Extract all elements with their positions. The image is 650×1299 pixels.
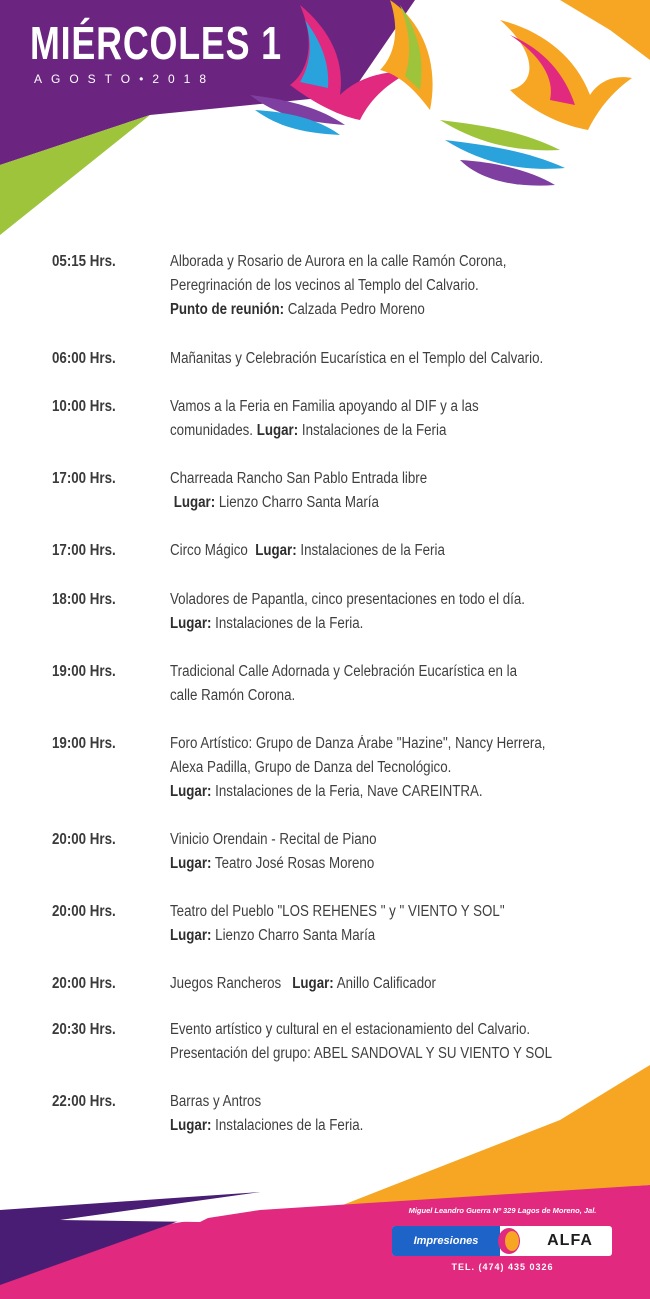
event-description-line [170, 419, 617, 443]
event-description-line [170, 395, 617, 419]
event-text: Instalaciones de la Feria, Nave CAREINTRA. [211, 783, 483, 800]
sponsor-logo-left: Impresiones [392, 1226, 500, 1256]
event-description-line [170, 298, 617, 322]
event-description-line [170, 732, 617, 756]
event-description-line [170, 274, 617, 298]
event-time: 05:15 Hrs. [52, 253, 116, 270]
event-description-line [170, 347, 617, 371]
event-description-line [170, 539, 617, 563]
event-description-line [170, 588, 617, 612]
date-subtitle: AGOSTO•2018 [34, 72, 216, 86]
event-label: Lugar: [256, 422, 299, 439]
event-text: Alexa Padilla, Grupo de Danza del Tecnológico. [170, 759, 452, 776]
event-description [170, 828, 617, 876]
event-label: Lugar: [292, 975, 334, 992]
event-text: Evento artístico y cultural en el estacionamiento del Calvario. [170, 1021, 531, 1038]
event-text: Vinicio Orendain - Recital de Piano [170, 831, 377, 848]
event-description [170, 1018, 617, 1066]
event-time: 22:00 Hrs. [52, 1093, 116, 1110]
event-description [170, 732, 617, 804]
sponsor-logo [392, 1226, 612, 1256]
event-text: Charreada Rancho San Pablo Entrada libre [170, 470, 428, 487]
event-text: Tradicional Calle Adornada y Celebración Eucarística en la [170, 663, 518, 680]
event-text: calle Ramón Corona. [170, 687, 296, 704]
event-description [170, 395, 617, 443]
event-label: Lugar: [170, 855, 212, 872]
event-text: Juegos Rancheros [170, 975, 293, 992]
event-label: Lugar: [170, 615, 212, 632]
event-description-line [170, 612, 617, 636]
event-description-line [170, 250, 617, 274]
event-description [170, 900, 617, 948]
event-description-line [170, 684, 617, 708]
event-text: Barras y Antros [170, 1093, 262, 1110]
event-text: Vamos a la Feria en Familia apoyando al DIF y a las [170, 398, 479, 415]
event-text: Instalaciones de la Feria [296, 542, 445, 559]
event-description-line [170, 852, 617, 876]
sponsor-address: Miguel Leandro Guerra Nº 329 Lagos de Moreno, Jal. [408, 1206, 597, 1215]
event-time: 17:00 Hrs. [52, 470, 116, 487]
event-time: 10:00 Hrs. [52, 398, 116, 415]
event-description-line [170, 1018, 617, 1042]
event-time: 19:00 Hrs. [52, 663, 116, 680]
event-text: Foro Artístico: Grupo de Danza Árabe "Hazine", Nancy Herrera, [170, 735, 546, 752]
event-text: Peregrinación de los vecinos al Templo del Calvario. [170, 277, 479, 294]
event-description-line [170, 828, 617, 852]
event-description [170, 347, 617, 371]
event-text: Mañanitas y Celebración Eucarística en el Templo del Calvario. [170, 350, 544, 367]
event-text: Instalaciones de la Feria [298, 422, 447, 439]
event-description [170, 588, 617, 636]
event-description-line [170, 924, 617, 948]
event-description-line [170, 491, 617, 515]
event-label: Lugar: [170, 1117, 212, 1134]
event-label: Lugar: [173, 494, 216, 511]
event-description-line [170, 467, 617, 491]
event-time: 20:30 Hrs. [52, 1021, 116, 1038]
swallow-bird-small-icon [440, 20, 632, 186]
event-text: Instalaciones de la Feria. [211, 615, 364, 632]
sponsor-logo-right: ALFA [547, 1232, 593, 1249]
event-description-line [170, 660, 617, 684]
event-description [170, 467, 617, 515]
event-text: Presentación del grupo: ABEL SANDOVAL Y SU VIENTO Y SOL [170, 1045, 553, 1062]
event-text: Teatro del Pueblo "LOS REHENES " y " VIENTO Y SOL" [170, 903, 505, 920]
event-text: Teatro José Rosas Moreno [211, 855, 375, 872]
event-time: 20:00 Hrs. [52, 903, 116, 920]
event-time: 18:00 Hrs. [52, 591, 116, 608]
event-text: Voladores de Papantla, cinco presentaciones en todo el día. [170, 591, 525, 608]
header-orange-accent [560, 0, 650, 60]
event-description [170, 539, 617, 563]
event-description-line [170, 900, 617, 924]
event-text: Lienzo Charro Santa María [211, 927, 376, 944]
event-time: 20:00 Hrs. [52, 975, 116, 992]
event-text: comunidades. [170, 422, 257, 439]
event-text: Instalaciones de la Feria. [211, 1117, 364, 1134]
event-description [170, 660, 617, 708]
event-description [170, 972, 617, 996]
page-number: 31 [28, 1204, 64, 1240]
event-text: Lienzo Charro Santa María [215, 494, 379, 511]
event-text: Anillo Calificador [333, 975, 436, 992]
day-title: MIÉRCOLES 1 [30, 17, 282, 69]
event-text: Calzada Pedro Moreno [284, 301, 425, 318]
event-description-line [170, 972, 617, 996]
event-time: 19:00 Hrs. [52, 735, 116, 752]
event-label: Lugar: [170, 783, 212, 800]
event-description-line [170, 756, 617, 780]
event-description [170, 250, 617, 322]
event-time: 17:00 Hrs. [52, 542, 116, 559]
event-label: Lugar: [255, 542, 297, 559]
event-time: 20:00 Hrs. [52, 831, 116, 848]
event-text: Alborada y Rosario de Aurora en la calle Ramón Corona, [170, 253, 507, 270]
sponsor-phone: TEL. (474) 435 0326 [451, 1262, 554, 1272]
event-label: Punto de reunión: [170, 301, 285, 318]
swoosh-icon [492, 1226, 526, 1256]
event-description-line [170, 780, 617, 804]
event-label: Lugar: [170, 927, 212, 944]
event-text: Circo Mágico [170, 542, 256, 559]
event-time: 06:00 Hrs. [52, 350, 116, 367]
